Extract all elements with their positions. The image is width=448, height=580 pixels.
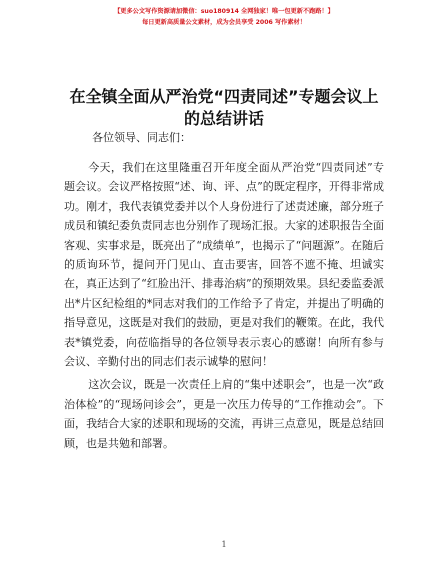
document-title bbox=[40, 86, 408, 130]
page-number: 1 bbox=[221, 540, 227, 549]
body-paragraph-1: 今天，我们在这里隆重召开年度全面从严治党“四责同述”专题会议。会议严格按照“述、询、评、点”的既定程序，开得非常成功。刚才，我代表镇党委并以个人身份进行了述责述廉，部分班子成员和镇纪委负责同志也分别作了现场汇报。大家的述职报告全面客观、实事求是，既亮出了“成绩单”，也揭示了“问题源”。在随后的质询环节，提问开门见山、直击要害，回答不遮不掩、坦诚实在，真正达到了“红脸出汗、排毒治病”的预期效果。县纪委监委派出*片区纪检组的*同志对我们的工作给予了肯定，并提出了明确的指导意见，这既是对我们的鼓励，更是对我们的鞭策。在此，我代表*镇党委，向莅临指导的各位领导表示衷心的感谢！向所有参与会议、辛勤付出的同志们表示诚挚的慰问！ bbox=[64, 161, 384, 369]
document-title-line1: 在全镇全面从严治党“四责同述”专题会议上 bbox=[69, 87, 379, 106]
body-paragraph-2: 这次会议，既是一次责任上肩的“集中述职会”，也是一次“政治体检”的“现场问诊会”，更是一次压力传导的“工作推动会”。下面，我结合大家的述职和现场的交流，再讲三点意见，既是总结回顾，也是共勉和部署。 bbox=[64, 378, 384, 450]
salutation: 各位领导、同志们： bbox=[92, 131, 191, 144]
promo-banner-line2: 每日更新高质量公文素材，成为会员享受 2006 写作素材！ bbox=[142, 19, 306, 26]
promo-banner bbox=[0, 6, 448, 28]
promo-banner-line1: 【更多公文写作资源请加微信：suo180914 全网独家！唯一包更新不跑路！】 bbox=[114, 8, 334, 15]
document-body bbox=[64, 158, 384, 457]
document-title-line2: 的总结讲话 bbox=[183, 109, 264, 128]
